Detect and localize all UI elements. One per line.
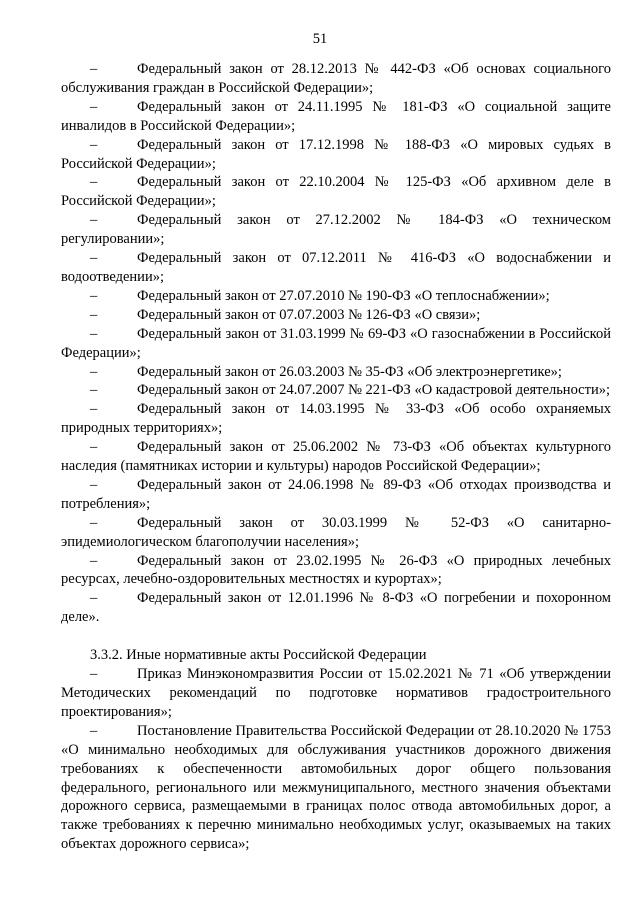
section-heading: 3.3.2. Иные нормативные акты Российской Федерации bbox=[90, 647, 427, 664]
list-item bbox=[61, 438, 611, 476]
act-text: Приказ Минэкономразвития России от 15.02.2021 № 71 «Об утверждении Методических рекомендаций по подготовке нормативов градостроительного проектирования»; bbox=[61, 666, 611, 720]
law-text: Федеральный закон от 22.10.2004 № 125-ФЗ «Об архивном деле в Российской Федерации»; bbox=[61, 174, 611, 210]
list-item bbox=[61, 665, 611, 722]
list-item bbox=[61, 476, 611, 514]
law-text: Федеральный закон от 24.06.1998 № 89-ФЗ «Об отходах производства и потребления»; bbox=[61, 476, 611, 512]
list-dash: – bbox=[90, 306, 98, 323]
document-body bbox=[61, 60, 611, 854]
law-text: Федеральный закон от 30.03.1999 № 52-ФЗ «О санитарно-эпидемиологическом благополучии населения»; bbox=[61, 514, 611, 550]
list-item bbox=[61, 173, 611, 211]
list-item bbox=[61, 722, 611, 854]
page-number: 51 bbox=[312, 31, 328, 47]
list-dash: – bbox=[90, 382, 98, 399]
list-item bbox=[61, 60, 611, 98]
list-item bbox=[61, 211, 611, 249]
law-text: Федеральный закон от 31.03.1999 № 69-ФЗ «О газоснабжении в Российской Федерации»; bbox=[61, 325, 611, 361]
list-item bbox=[61, 287, 611, 306]
law-text: Федеральный закон от 25.06.2002 № 73-ФЗ «Об объектах культурного наследия (памятниках истории и культуры) народов Российской Федерации»; bbox=[61, 439, 611, 475]
list-dash: – bbox=[90, 552, 98, 569]
list-item bbox=[61, 306, 611, 325]
federal-laws-list bbox=[61, 60, 611, 627]
law-text: Федеральный закон от 12.01.1996 № 8-ФЗ «О погребении и похоронном деле». bbox=[61, 590, 611, 626]
list-dash: – bbox=[90, 590, 98, 607]
list-item bbox=[61, 325, 611, 363]
law-text: Федеральный закон от 07.12.2011 № 416-ФЗ «О водоснабжении и водоотведении»; bbox=[61, 250, 611, 285]
list-dash: – bbox=[90, 476, 98, 493]
list-item bbox=[61, 136, 611, 174]
law-text: Федеральный закон от 27.12.2002 № 184-ФЗ «О техническом регулировании»; bbox=[61, 212, 611, 248]
law-text: Федеральный закон от 26.03.2003 № 35-ФЗ «Об электроэнергетике»; bbox=[137, 363, 562, 380]
law-text: Федеральный закон от 28.12.2013 № 442-ФЗ «Об основах социального обслуживания граждан в Российской Федерации»; bbox=[61, 61, 611, 96]
list-item bbox=[61, 400, 611, 438]
law-text: Федеральный закон от 24.07.2007 № 221-ФЗ «О кадастровой деятельности»; bbox=[137, 382, 610, 399]
list-dash: – bbox=[90, 514, 98, 531]
list-dash: – bbox=[90, 287, 98, 304]
list-item bbox=[61, 514, 611, 552]
list-dash: – bbox=[90, 363, 98, 380]
list-dash: – bbox=[90, 98, 98, 115]
law-text: Федеральный закон от 07.07.2003 № 126-ФЗ «О связи»; bbox=[137, 306, 481, 323]
law-text: Федеральный закон от 23.02.1995 № 26-ФЗ «О природных лечебных ресурсах, лечебно-оздоровительных местностях и курортах»; bbox=[61, 552, 611, 588]
list-item bbox=[61, 363, 611, 382]
list-item bbox=[61, 552, 611, 590]
law-text: Федеральный закон от 24.11.1995 № 181-ФЗ «О социальной защите инвалидов в Российской Федерации»; bbox=[61, 98, 611, 134]
list-dash: – bbox=[90, 439, 98, 456]
law-text: Федеральный закон от 17.12.1998 № 188-ФЗ «О мировых судьях в Российской Федерации»; bbox=[61, 136, 611, 172]
list-dash: – bbox=[90, 250, 98, 267]
list-dash: – bbox=[90, 174, 98, 191]
list-dash: – bbox=[90, 722, 98, 739]
list-dash: – bbox=[90, 212, 98, 229]
list-dash: – bbox=[90, 325, 98, 342]
act-text: Постановление Правительства Российской Федерации от 28.10.2020 № 1753 «О минимально необходимых для обслуживания участников дорожного движения требованиях к обеспеченности автомобильных дорог общего пользования федерального, регионального или межмуниципального, местного значения объектами дорожного сервиса, размещаемыми в границах полос отвода автомобильных дорог, а также требованиях к перечню минимально необходимых услуг, оказываемых на таких объектах дорожного сервиса»; bbox=[61, 722, 611, 853]
other-acts-list bbox=[61, 665, 611, 854]
law-text: Федеральный закон от 27.07.2010 № 190-ФЗ «О теплоснабжении»; bbox=[137, 287, 550, 304]
list-dash: – bbox=[90, 401, 98, 418]
list-item bbox=[61, 381, 611, 400]
list-item bbox=[61, 589, 611, 627]
list-item bbox=[61, 249, 611, 287]
list-dash: – bbox=[90, 61, 98, 77]
law-text: Федеральный закон от 14.03.1995 № 33-ФЗ «Об особо охраняемых природных территориях»; bbox=[61, 401, 611, 437]
list-dash: – bbox=[90, 136, 98, 153]
list-item bbox=[61, 98, 611, 136]
list-dash: – bbox=[90, 666, 98, 683]
